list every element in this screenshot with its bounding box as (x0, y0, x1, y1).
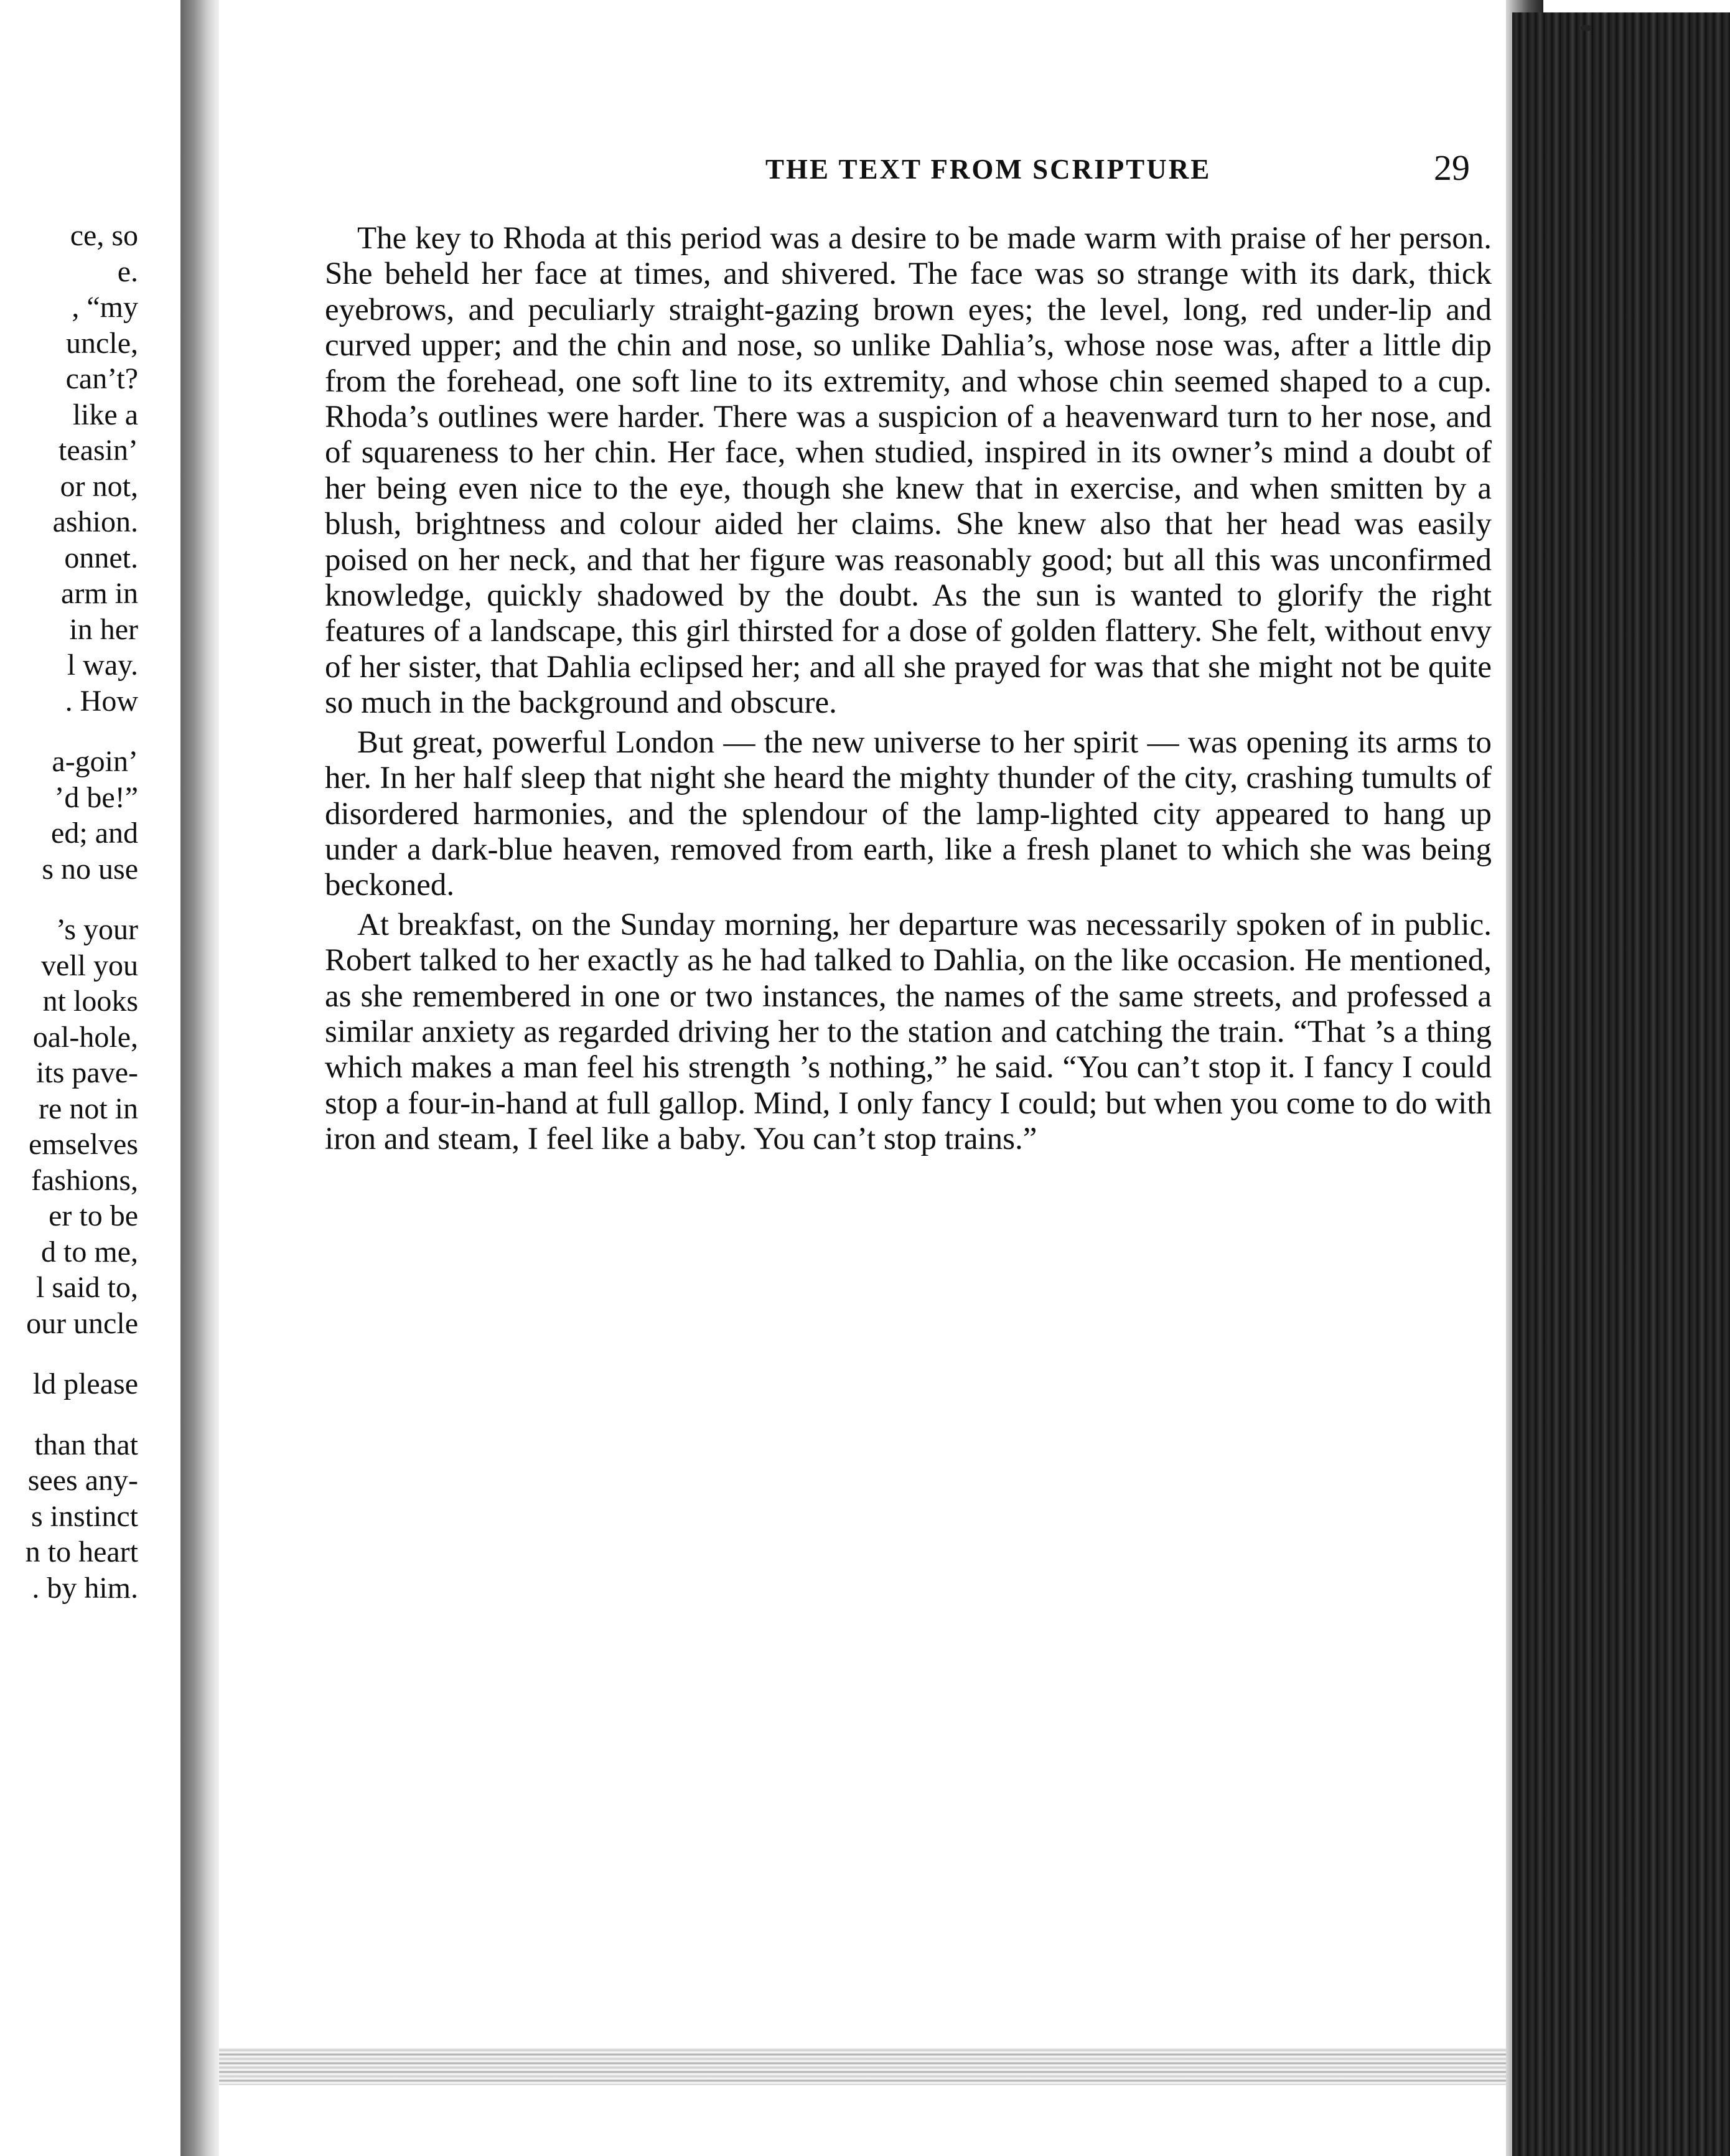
speck-mark (1581, 25, 1592, 31)
left-page-line: n to heart (25, 1535, 138, 1568)
paragraph: At breakfast, on the Sunday morning, her departure was necessarily spoken of in public. Robert talked to her exactly as he had talked to Dahlia, on the like occasion. He mentioned, as she remembered in one or two instances, the names of the same streets, and professed a similar anxiety as regarded driving her to the station and catching the train. “That ’s a thing which makes a man feel his strength ’s nothing,” he said. “You can’t stop it. I fancy I could stop a four-in-hand at full gallop. Mind, I only fancy I could; but when you come to do with iron and steam, I feel like a baby. You can’t stop trains.” (325, 907, 1492, 1157)
page-bottom-edge (219, 2048, 1538, 2085)
body-text (325, 221, 1492, 1158)
left-page-line: , “my (72, 291, 138, 324)
left-page-line: l way. (67, 649, 138, 682)
left-page-line: er to be (49, 1199, 138, 1232)
left-page-line: onnet. (64, 541, 138, 574)
left-page-line: . by him. (32, 1571, 138, 1605)
left-page-line: can’t? (65, 362, 138, 395)
left-page-line (0, 887, 187, 912)
left-facing-page (0, 0, 187, 2156)
left-page-line: ashion. (52, 505, 138, 538)
running-head (543, 147, 1513, 190)
left-page-line: or not, (60, 469, 138, 503)
left-page-line: teasin’ (58, 434, 138, 467)
left-page-text (0, 218, 187, 1606)
left-page-line: a-goin’ (52, 745, 138, 778)
left-page-line: s instinct (30, 1499, 138, 1533)
left-page-line: e. (117, 255, 138, 288)
left-page-line: its pave- (36, 1056, 138, 1089)
page-number: 29 (1434, 148, 1470, 188)
left-page-line: ld please (32, 1367, 138, 1400)
left-page-line: our uncle (26, 1306, 138, 1340)
left-page-line: oal-hole, (32, 1020, 138, 1054)
right-page (219, 0, 1520, 2156)
paragraph: But great, powerful London — the new universe to her spirit — was opening its arms to her. In her half sleep that night she heard the mighty thunder of the city, crashing tumults of disordered harmonies, and the splendour of the lamp-lighted city appeared to hang up under a dark-blue heaven, removed from earth, like a fresh planet to which she was being beckoned. (325, 724, 1492, 903)
left-page-line: than that (34, 1428, 138, 1461)
left-page-line: ed; and (51, 817, 138, 850)
left-page-line: like a (72, 398, 138, 431)
left-page-line: ’s your (56, 913, 138, 946)
left-page-line (0, 1341, 187, 1366)
book-gutter (180, 0, 219, 2156)
left-page-line: vell you (41, 949, 138, 982)
left-page-line: fashions, (31, 1163, 138, 1197)
left-page-line: d to me, (41, 1235, 138, 1268)
left-page-line (0, 1402, 187, 1427)
left-page-line: ce, so (70, 219, 138, 252)
paragraph: The key to Rhoda at this period was a desire to be made warm with praise of her person. She beheld her face at times, and shivered. The face was so strange with its dark, thick eyebrows, and peculiarly straight-gazing brown eyes; the level, long, red under-lip and curved upper; and the chin and nose, so unlike Dahlia’s, whose nose was, after a little dip from the forehead, one soft line to its extremity, and whose chin seemed shaped to a cup. Rhoda’s outlines were harder. There was a suspicion of a heavenward turn to her nose, and of squareness to her chin. Her face, when studied, inspired in its owner’s mind a doubt of her being even nice to the eye, though she knew that in exercise, and when smitten by a blush, brightness and colour aided her claims. She knew also that her head was easily poised on her neck, and that her figure was reasonably good; but all this was unconfirmed knowledge, quickly shadowed by the doubt. As the sun is wanted to glorify the right features of a landscape, this girl thirsted for a dose of golden flattery. She felt, without envy of her sister, that Dahlia eclipsed her; and all she prayed for was that she might not be quite so much in the background and obscure. (325, 221, 1492, 721)
running-title: THE TEXT FROM SCRIPTURE (765, 154, 1212, 185)
book-spine-edge (1512, 12, 1730, 2156)
left-page-line: ’d be!” (54, 780, 138, 814)
left-page-line: arm in (61, 577, 138, 610)
left-page-line: emselves (29, 1128, 138, 1161)
left-page-line: in her (69, 612, 138, 646)
left-page-line: s no use (42, 852, 138, 886)
left-page-line: l said to, (36, 1271, 138, 1304)
left-page-line: nt looks (42, 985, 138, 1018)
left-page-line: re not in (39, 1092, 138, 1125)
left-page-line: . How (65, 684, 138, 718)
left-page-line: sees any- (27, 1464, 138, 1497)
left-page-line (0, 719, 187, 744)
left-page-line: uncle, (66, 326, 138, 360)
